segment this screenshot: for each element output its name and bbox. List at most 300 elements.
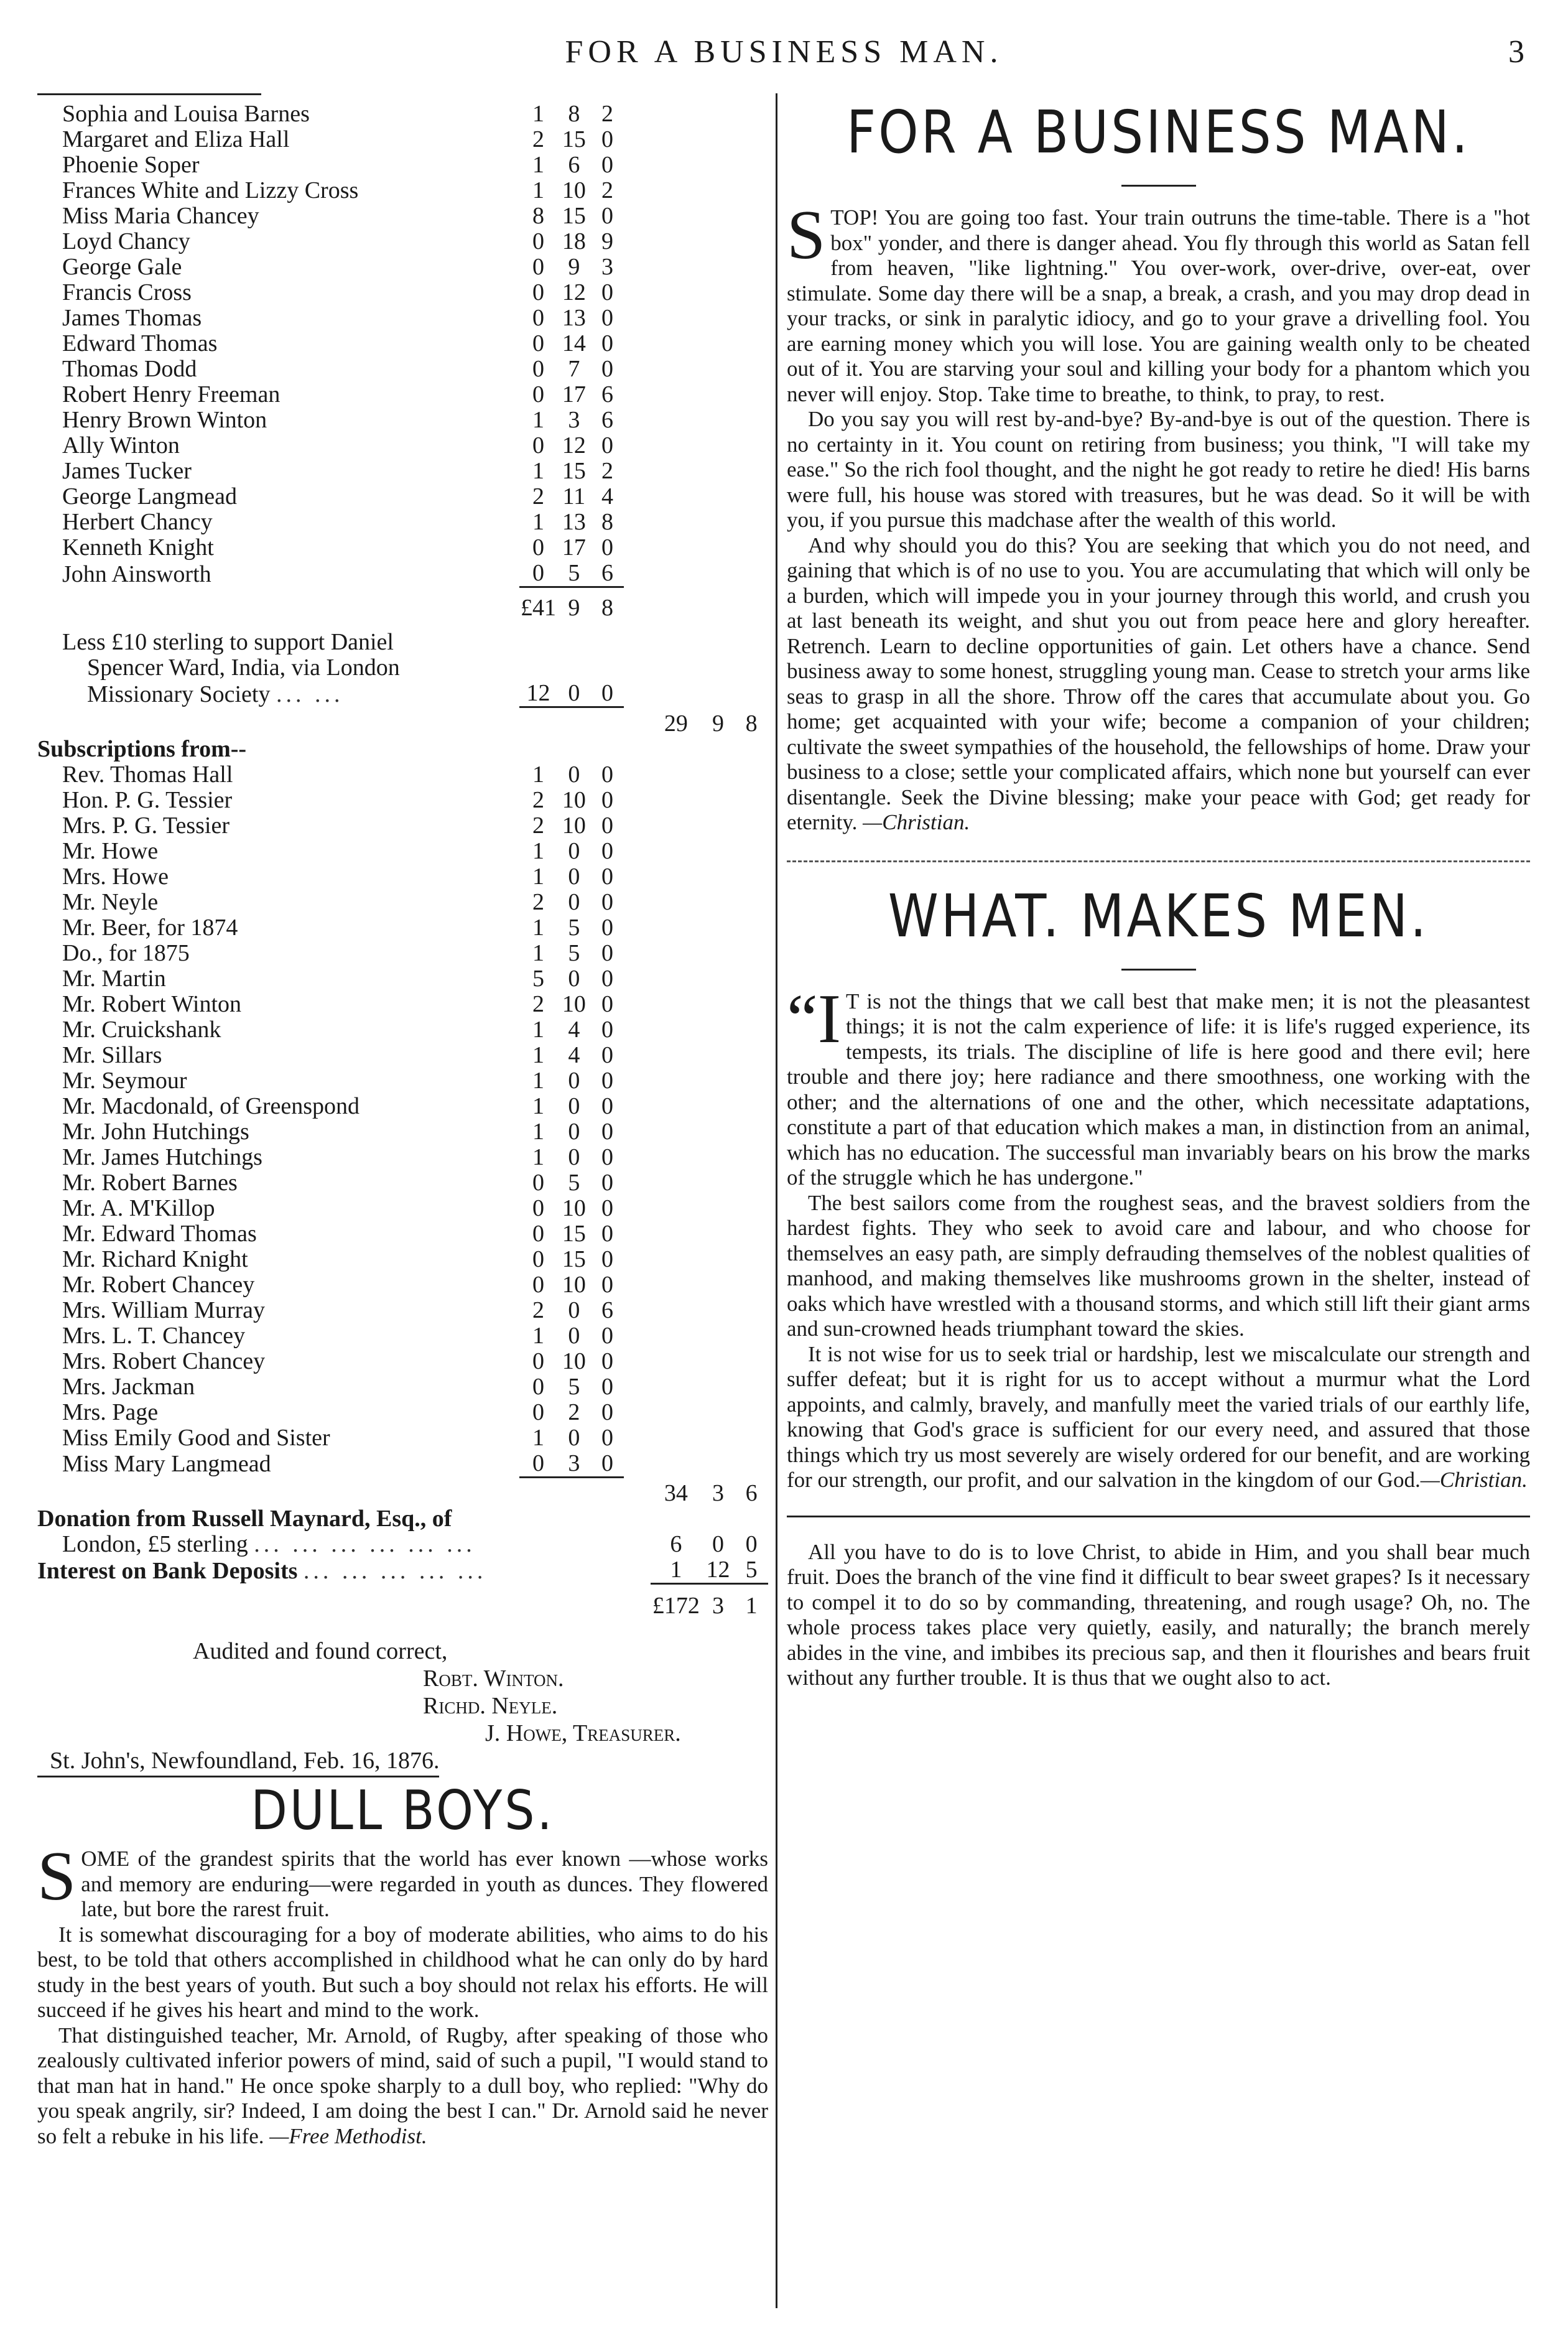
amount-pence: 0 [601, 1373, 613, 1400]
donor-row [37, 535, 768, 561]
entry-name: Kenneth Knight [62, 535, 214, 561]
entry-name: Mr. A. M'Killop [62, 1195, 215, 1221]
amount-pence: 0 [601, 534, 613, 561]
amount-pounds: 1 [532, 939, 544, 966]
subscriber-row [37, 966, 768, 992]
amount-shillings: 9 [557, 587, 591, 622]
donor-row [37, 280, 768, 305]
amount-pounds: 0 [532, 534, 544, 561]
subscriber-row [37, 890, 768, 915]
amount-shillings: 0 [568, 761, 580, 788]
amount-shillings: 14 [562, 330, 586, 356]
amount-pounds: 0 [532, 279, 544, 305]
amount-pounds: 6 [670, 1531, 682, 1557]
amount-shillings: 7 [568, 356, 580, 382]
amount-shillings: 9 [568, 254, 580, 280]
subscriber-row [37, 1272, 768, 1298]
amount-pence: 0 [601, 1450, 613, 1476]
title-rule [1121, 185, 1196, 187]
amount-pounds: 1 [532, 1092, 544, 1119]
entry-name: Miss Emily Good and Sister [62, 1425, 330, 1451]
entry-name: Mr. Martin [62, 966, 166, 992]
audit-block [37, 1637, 768, 1777]
subscriber-row [37, 1349, 768, 1374]
business-paragraph-1: TOP! You are going too fast. Your train outruns the time-table. There is a "hot box" yonder, and there is danger ahead. You fly through this world as Satan fell from heaven, "like lightning." You over-work, over-drive, over-eat, over stimulate. Some day there will be a snap, a break, a crash, and you may drop dead in your tracks, or sink in paralytic idiocy, and go to your grave a drivelling fool. You are earning money which you will lose. You are gaining wealth only to be cheated out of it. You are starving your soul and killing your body for a phantom which you never will enjoy. Stop. Take time to breathe, to think, to pray, to rest. [787, 205, 1530, 406]
amount-pence: 6 [601, 407, 613, 433]
amount-shillings: 4 [568, 1041, 580, 1068]
amount-pence: 0 [601, 330, 613, 356]
entry-name: Rev. Thomas Hall [62, 762, 233, 788]
amount-pounds: 1 [532, 1016, 544, 1043]
amount-pounds: 0 [532, 1246, 544, 1272]
amount-pounds: 2 [532, 786, 544, 813]
amount-pounds: 29 [664, 710, 688, 737]
entry-name: Mrs. William Murray [62, 1297, 266, 1323]
donor-row [37, 178, 768, 203]
amount-shillings: 10 [562, 1271, 586, 1298]
amount-pounds: 2 [532, 1297, 544, 1323]
donor-row [37, 152, 768, 178]
amount-pence: 0 [601, 356, 613, 382]
amount-pounds: 12 [526, 680, 550, 706]
amount-shillings: 17 [562, 534, 586, 561]
subscriber-row [37, 839, 768, 864]
grand-total-row [37, 1584, 768, 1619]
amount-shillings: 10 [562, 1195, 586, 1221]
entry-name: Francis Cross [62, 280, 192, 305]
amount-pence: 5 [745, 1557, 758, 1583]
amount-pounds: 1 [532, 1118, 544, 1145]
amount-pounds: 8 [532, 203, 544, 229]
amount-pounds: 0 [532, 1373, 544, 1400]
amount-shillings: 5 [568, 914, 580, 941]
amount-pence: 8 [601, 509, 613, 535]
amount-pence: 9 [601, 228, 613, 254]
donor-row [37, 561, 768, 587]
section-divider [787, 860, 1530, 862]
amount-shillings: 0 [568, 1092, 580, 1119]
entry-name: Loyd Chancy [62, 229, 190, 254]
right-column [787, 93, 1530, 1691]
amount-pence: 0 [601, 1322, 613, 1349]
entry-name: Henry Brown Winton [62, 408, 267, 433]
entry-name: Ally Winton [62, 433, 180, 459]
amount-shillings: 15 [562, 1220, 586, 1247]
amount-pence: 6 [601, 560, 613, 586]
amount-pounds: 2 [532, 483, 544, 510]
amount-pounds: £41 [519, 587, 557, 622]
amount-pence: 0 [601, 990, 613, 1017]
place-date: St. John's, Newfoundland, Feb. 16, 1876. [37, 1747, 439, 1777]
business-paragraph-3: And why should you do this? You are seeking that which you do not need, and gaining that which is of no use to you. You are accumulating that which will only be a burden, which will impede you in your journey through this world, and crush you at last beneath its weight, and shut you out from peace here and glory hereafter. Retrench. Learn to decline opportunities of gain. Let others have a chance. Send business away to some honest, struggling young man. Cease to stretch your arms like seas to grasp in all the shore. Throw off the cares that accumulate about you. Go home; get acquainted with your wife; become a companion of your children; cultivate the sweet sympathies of the household, the fellowships of home. Draw your business to a close; settle your complicated affairs, which none but yourself can ever disentangle. Seek the Divine blessing; make your peace with God; get ready for eternity. [787, 533, 1530, 834]
amount-shillings: 17 [562, 381, 586, 408]
subscriber-row [37, 992, 768, 1017]
dull-boys-article [37, 1778, 768, 2149]
amount-pence: 0 [601, 914, 613, 941]
amount-pence: 0 [601, 1246, 613, 1272]
entry-name: James Tucker [62, 459, 192, 484]
running-header [0, 30, 1568, 86]
dull-boys-paragraph-3: That distinguished teacher, Mr. Arnold, of Rugby, after speaking of those who zealously cultivated inferior powers of mind, said of such a pupil, "I would stand to that man hat in hand." He once spoke sharply to a dull boy, who replied: "Why do you speak angrily, sir? Indeed, I am doing the best I can." Dr. Arnold said he never so felt a rebuke in his life. [37, 2023, 768, 2148]
amount-pence: 0 [601, 203, 613, 229]
subscriptions-total-row [37, 1477, 768, 1506]
amount-pence: 3 [601, 254, 613, 280]
amount-pounds: 2 [532, 812, 544, 839]
less-row-2 [37, 655, 768, 681]
amount-shillings: 3 [568, 1450, 580, 1476]
subscriber-row [37, 1017, 768, 1043]
amount-pence: 0 [601, 1144, 613, 1170]
donor-row [37, 101, 768, 127]
donor-row [37, 382, 768, 408]
subscriber-row [37, 788, 768, 813]
interest-row: Interest on Bank Deposits ... ... ... ... ... 1 12 5 [37, 1557, 768, 1584]
subscriber-row [37, 941, 768, 966]
donor-row [37, 331, 768, 356]
amount-pence: 4 [601, 483, 613, 510]
amount-pence: 6 [601, 1297, 613, 1323]
entry-name: Mrs. Jackman [62, 1374, 195, 1400]
amount-pounds: 0 [532, 228, 544, 254]
amount-shillings: 0 [568, 1424, 580, 1451]
amount-pence: 0 [601, 126, 613, 152]
entry-name: Hon. P. G. Tessier [62, 787, 233, 813]
amount-pence: 1 [735, 1584, 768, 1619]
amount-pounds: 1 [532, 863, 544, 890]
amount-shillings: 12 [562, 432, 586, 459]
entry-name: Frances White and Lizzy Cross [62, 178, 359, 203]
amount-pence: 0 [601, 1195, 613, 1221]
donor-row [37, 356, 768, 382]
amount-pence: 0 [601, 1348, 613, 1374]
amount-shillings: 0 [568, 888, 580, 915]
amount-pence: 0 [601, 965, 613, 992]
accounts-table [37, 101, 768, 1619]
amount-pounds: 0 [532, 432, 544, 459]
entry-name: Edward Thomas [62, 331, 218, 356]
donor-row [37, 510, 768, 535]
amount-pounds: 0 [532, 305, 544, 331]
amount-pence: 6 [745, 1480, 758, 1506]
subscriber-row [37, 864, 768, 890]
amount-pounds: 5 [532, 965, 544, 992]
amount-shillings: 10 [562, 177, 586, 203]
donation-line-1: Donation from Russell Maynard, Esq., of [37, 1506, 452, 1532]
amount-shillings: 0 [568, 863, 580, 890]
amount-shillings: 15 [562, 203, 586, 229]
amount-pence: 0 [601, 863, 613, 890]
amount-pence: 6 [601, 381, 613, 408]
subscriber-row [37, 1374, 768, 1400]
entry-name: Mrs. Howe [62, 864, 169, 890]
entry-name: Mr. Robert Winton [62, 991, 242, 1017]
amount-pounds: 1 [532, 1424, 544, 1451]
donor-row [37, 408, 768, 433]
donor-row [37, 254, 768, 280]
entry-name: Mr. Richard Knight [62, 1246, 248, 1272]
amount-pence: 2 [601, 458, 613, 484]
amount-pounds: 1 [532, 914, 544, 941]
amount-pounds: 0 [532, 330, 544, 356]
amount-shillings: 10 [562, 990, 586, 1017]
donor-row [37, 127, 768, 152]
donor-row [37, 229, 768, 254]
entry-name: James Thomas [62, 305, 202, 331]
entry-name: Thomas Dodd [62, 356, 197, 382]
running-title: FOR A BUSINESS MAN. [565, 34, 1003, 70]
donor-row [37, 203, 768, 229]
amount-pence: 8 [591, 587, 624, 622]
amount-pounds: 1 [532, 761, 544, 788]
amount-pence: 0 [601, 1271, 613, 1298]
auditor-signature-1: Robt. Winton. [423, 1665, 564, 1692]
column-divider [776, 93, 777, 2308]
makes-men-article [787, 882, 1530, 1493]
amount-shillings: 12 [706, 1557, 730, 1583]
amount-pence: 0 [601, 888, 613, 915]
amount-shillings: 8 [568, 101, 580, 127]
amount-shillings: 15 [562, 458, 586, 484]
entry-name: Mrs. Page [62, 1399, 159, 1425]
top-rule [37, 93, 261, 95]
amount-shillings: 10 [562, 1348, 586, 1374]
amount-shillings: 13 [562, 305, 586, 331]
amount-shillings: 0 [568, 1118, 580, 1145]
entry-name: Do., for 1875 [62, 940, 190, 966]
subscriber-row [37, 1170, 768, 1196]
amount-pence: 0 [601, 1016, 613, 1043]
entry-name: Mr. James Hutchings [62, 1144, 262, 1170]
business-paragraph-2: Do you say you will rest by-and-bye? By-and-bye is out of the question. There is no certainty in it. You count on retiring from business; you think, "I will take my ease." So the rich fool thought, and the night he got ready to retire he died! His barns were full, his house was stored with treasures, but he was dead. So it will be with you, if you pursue this madchase after the wealth of this world. [787, 407, 1530, 532]
subscriber-row [37, 1196, 768, 1221]
amount-pence: 0 [601, 812, 613, 839]
entry-name: Mrs. P. G. Tessier [62, 813, 230, 839]
amount-pence: 0 [601, 680, 613, 706]
amount-pence: 0 [601, 305, 613, 331]
donor-row [37, 305, 768, 331]
amount-pounds: 1 [532, 177, 544, 203]
entry-name: Robert Henry Freeman [62, 382, 281, 408]
amount-pounds: 1 [532, 837, 544, 864]
entry-name: Mr. Beer, for 1874 [62, 915, 238, 941]
amount-pounds: 1 [532, 1322, 544, 1349]
amount-shillings: 5 [568, 939, 580, 966]
amount-pounds: 0 [532, 1399, 544, 1425]
less-line-1: Less £10 sterling to support Daniel [62, 629, 394, 655]
amount-pounds: 1 [532, 101, 544, 127]
subscriber-row [37, 1425, 768, 1451]
entry-name: Mr. Neyle [62, 889, 159, 915]
amount-pence: 2 [601, 101, 613, 127]
business-citation: —Christian. [863, 810, 970, 834]
subscriber-row [37, 1221, 768, 1247]
amount-pounds: 0 [532, 1271, 544, 1298]
amount-shillings: 0 [568, 1322, 580, 1349]
amount-pounds: 0 [532, 1220, 544, 1247]
amount-shillings: 15 [562, 126, 586, 152]
amount-pounds: 0 [532, 1195, 544, 1221]
donors-total-row [37, 587, 768, 622]
amount-pounds: 34 [664, 1480, 688, 1506]
amount-pounds: 0 [532, 1169, 544, 1196]
amount-pence: 0 [601, 761, 613, 788]
entry-name: Mrs. L. T. Chancey [62, 1323, 246, 1349]
amount-pounds: 1 [532, 458, 544, 484]
entry-name: George Langmead [62, 484, 238, 510]
amount-shillings: 5 [568, 560, 580, 586]
subscriptions-heading-row [37, 737, 768, 762]
makes-men-citation: —Christian. [1420, 1468, 1528, 1492]
makes-men-paragraph-1: T is not the things that we call best that make men; it is not the pleasantest things; it is not the calm experience of life: it is life's rugged experience, its tempests, its trials. The discipline of life is here good and there evil; here trouble and there joy; here radiance and there smoothness, one working with the other; and the alternations of one and the other, which necessitate adaptations, constitute a part of that education which makes a man, in distinction from an animal, which has no education. The successful man invariably bears on his brow the marks of the struggle which he has undergone." [787, 989, 1530, 1190]
amount-pounds: 0 [532, 254, 544, 280]
amount-shillings: 4 [568, 1016, 580, 1043]
subscriber-row [37, 1451, 768, 1478]
audit-line: Audited and found correct, [193, 1638, 448, 1664]
subscriber-row [37, 915, 768, 941]
amount-pence: 0 [601, 152, 613, 178]
amount-shillings: 18 [562, 228, 586, 254]
entry-name: Margaret and Eliza Hall [62, 127, 290, 152]
amount-shillings: 0 [712, 1531, 724, 1557]
entry-name: Mr. Seymour [62, 1068, 187, 1094]
donor-row [37, 459, 768, 484]
subscriber-row [37, 1247, 768, 1272]
amount-shillings: 3 [702, 1584, 735, 1619]
dull-boys-paragraph-1: OME of the grandest spirits that the world has ever known —whose works and memory are enduring—were regarded in youth as dunces. They flowered late, but bore the rarest fruit. [81, 1847, 768, 1921]
entry-name: Sophia and Louisa Barnes [62, 101, 310, 127]
less-line-2: Spencer Ward, India, via London [87, 655, 400, 681]
amount-shillings: 0 [568, 965, 580, 992]
amount-shillings: 2 [568, 1399, 580, 1425]
section-divider [787, 1516, 1530, 1517]
donor-row [37, 484, 768, 510]
donation-line-2: London, £5 sterling [62, 1532, 248, 1557]
amount-pounds: 0 [532, 381, 544, 408]
amount-pence: 0 [601, 1092, 613, 1119]
dull-boys-citation: —Free Methodist. [269, 2123, 427, 2148]
entry-name: Miss Mary Langmead [62, 1451, 271, 1477]
amount-pounds: 1 [532, 152, 544, 178]
amount-pence: 0 [601, 1399, 613, 1425]
net-row [37, 707, 768, 737]
amount-pence: 0 [601, 939, 613, 966]
entry-name: Mr. Cruickshank [62, 1017, 221, 1043]
entry-name: Mr. Macdonald, of Greenspond [62, 1093, 360, 1119]
treasurer-signature: J. Howe, Treasurer. [485, 1720, 681, 1746]
amount-shillings: 0 [568, 1144, 580, 1170]
entry-name: George Gale [62, 254, 182, 280]
amount-shillings: 0 [568, 1297, 580, 1323]
makes-men-paragraph-2: The best sailors come from the roughest seas, and the bravest soldiers from the hardest fights. They who seek to avoid care and labour, and who choose for themselves an easy path, are simply defrauding themselves of the noblest qualities of manhood, and making themselves like mushrooms grown in the shelter, instead of oaks which have wrestled with a thousand storms, and which still lift their giant arms and sun-crowned heads triumphant toward the skies. [787, 1190, 1530, 1341]
dropcap: S [37, 1838, 77, 1915]
entry-name: Mr. John Hutchings [62, 1119, 249, 1145]
amount-shillings: 12 [562, 279, 586, 305]
less-row-1 [37, 621, 768, 655]
amount-shillings: 13 [562, 509, 586, 535]
entry-name: Mr. Robert Barnes [62, 1170, 238, 1196]
amount-shillings: 3 [712, 1480, 724, 1506]
vine-paragraph: All you have to do is to love Christ, to abide in Him, and you shall bear much fruit. Does the branch of the vine find it difficult to bear sweet grapes? Is it necessary to compel it to do so by commanding, threatening, and rough usage? Oh, no. The whole process takes place very quietly, easily, and naturally; the branch merely abides in the vine, and imbibes its precious sap, and then it flourishes and bears fruit without any further trouble. It is thus that we ought also to act. [787, 1539, 1530, 1690]
amount-pence: 2 [601, 177, 613, 203]
amount-pence: 0 [601, 1220, 613, 1247]
amount-shillings: 0 [568, 1067, 580, 1094]
subscriber-row [37, 1145, 768, 1170]
subscriber-row [37, 762, 768, 788]
entry-name: Mr. Sillars [62, 1042, 162, 1068]
amount-pounds: 2 [532, 126, 544, 152]
subscriber-row [37, 813, 768, 839]
makes-men-title: WHAT. MAKES MEN. [888, 882, 1429, 951]
subscriber-row [37, 1043, 768, 1068]
amount-pence: 0 [601, 1118, 613, 1145]
entry-name: Mr. Robert Chancey [62, 1272, 255, 1298]
vine-article [787, 1540, 1530, 1691]
amount-pounds: 0 [532, 356, 544, 382]
amount-pence: 0 [745, 1531, 758, 1557]
entry-name: Mr. Howe [62, 838, 159, 864]
donation-row-1 [37, 1506, 768, 1532]
amount-pounds: 1 [532, 1144, 544, 1170]
donation-row-2: London, £5 sterling ... ... ... ... ... ... 6 0 0 [37, 1532, 768, 1557]
entry-name: Miss Maria Chancey [62, 203, 259, 229]
business-article [787, 98, 1530, 836]
amount-shillings: 5 [568, 1373, 580, 1400]
donor-row [37, 433, 768, 459]
amount-shillings: 10 [562, 812, 586, 839]
entry-name: Mrs. Robert Chancey [62, 1348, 266, 1374]
amount-pounds: 0 [532, 1348, 544, 1374]
amount-shillings: 5 [568, 1169, 580, 1196]
dropcap: S [787, 197, 826, 274]
amount-pence: 0 [601, 1169, 613, 1196]
amount-pounds: 1 [670, 1557, 682, 1583]
left-column [37, 93, 768, 2149]
amount-shillings: 0 [568, 680, 580, 706]
auditor-signature-2: Richd. Neyle. [423, 1693, 558, 1719]
amount-pounds: 1 [532, 1041, 544, 1068]
amount-shillings: 6 [568, 152, 580, 178]
amount-pence: 0 [601, 1424, 613, 1451]
amount-pence: 0 [601, 279, 613, 305]
less-line-3: Missionary Society [87, 681, 271, 707]
amount-pounds: 1 [532, 1067, 544, 1094]
subscriber-row [37, 1119, 768, 1145]
less-row-3: Missionary Society ... ... 12 0 0 [37, 681, 768, 707]
subscriber-row [37, 1298, 768, 1323]
amount-shillings: 10 [562, 786, 586, 813]
dropcap: “I [787, 980, 842, 1058]
dull-boys-title: DULL BOYS. [251, 1778, 555, 1842]
amount-pounds: 1 [532, 509, 544, 535]
amount-pence: 0 [601, 432, 613, 459]
amount-shillings: 9 [712, 710, 724, 737]
amount-pence: 0 [601, 1041, 613, 1068]
amount-pounds: 2 [532, 990, 544, 1017]
entry-name: Mr. Edward Thomas [62, 1221, 257, 1247]
subscriber-row [37, 1094, 768, 1119]
amount-pounds: 0 [532, 1450, 544, 1476]
subscriber-row [37, 1068, 768, 1094]
business-title: FOR A BUSINESS MAN. [847, 98, 1470, 167]
amount-pence: 0 [601, 786, 613, 813]
amount-shillings: 11 [562, 483, 586, 510]
title-rule [1121, 969, 1196, 971]
amount-pence: 8 [745, 710, 758, 737]
subscriber-row [37, 1400, 768, 1425]
subscriptions-heading: Subscriptions from-- [37, 736, 247, 762]
page-number: 3 [1508, 34, 1524, 70]
makes-men-paragraph-3: It is not wise for us to seek trial or hardship, lest we miscalculate our strength and suffer defeat; but it is right for us to accept without a murmur what the Lord appoints, and calmly, bravely, and manfully meet the varied trials of our earthly life, knowing that God's grace is sufficient for our every need, and assured that those things which try us most severely are wisely ordered for our benefit, and are working for our strength, our profit, and our salvation in the kingdom of our God. [787, 1341, 1530, 1492]
